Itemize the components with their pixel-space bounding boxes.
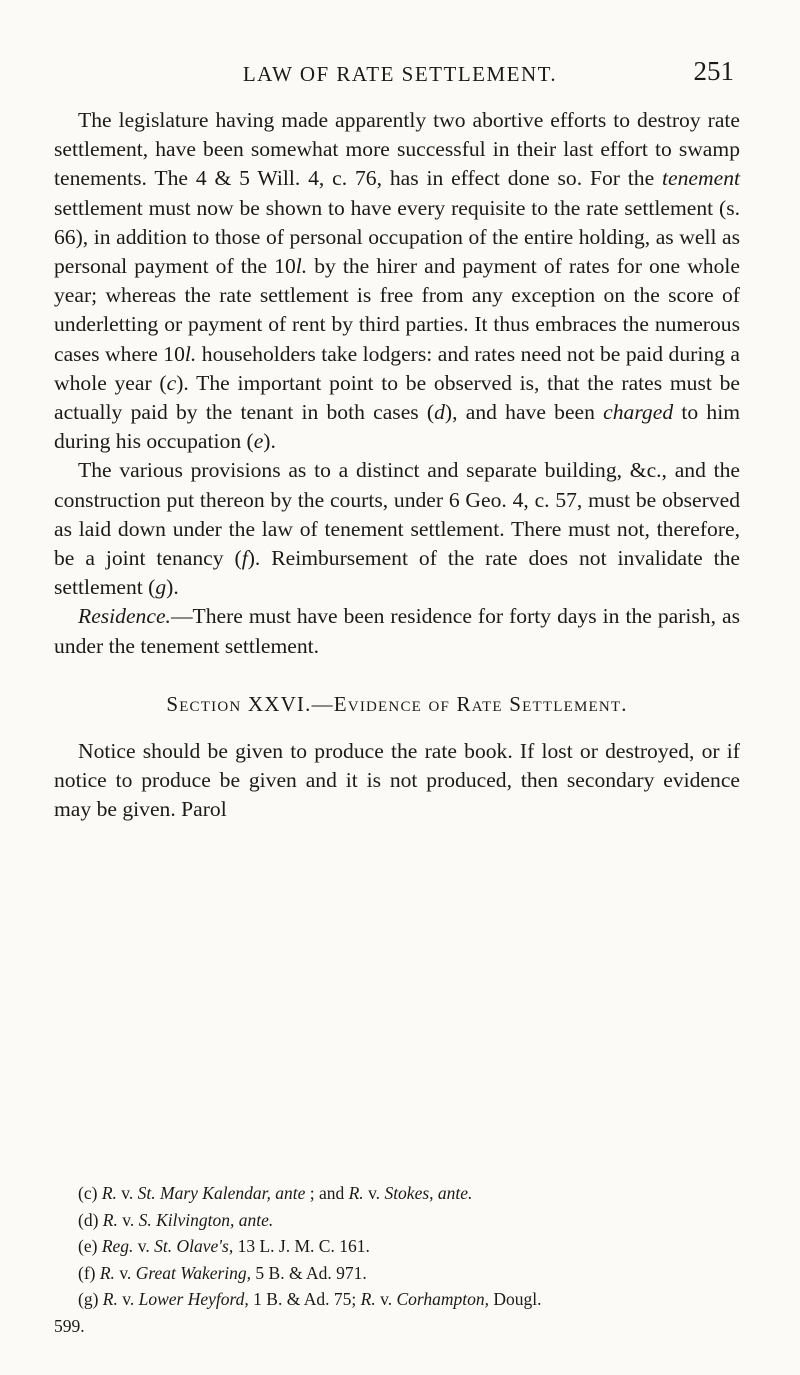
paragraph-evidence: Notice should be given to produce the rate book. If lost or destroyed, or if notice to produce be given and it is not produced, then secondary evidence may be given. Parol	[54, 739, 740, 822]
section-heading: Section XXVI.—Evidence of Rate Settlement.	[166, 691, 628, 716]
footnote-g-continued: 599.	[54, 1315, 85, 1336]
paragraph-residence: Residence.—There must have been residence for forty days in the parish, as under the tenement settlement.	[54, 604, 740, 658]
footnote-d: (d) R. v. S. Kilvington, ante.	[78, 1209, 274, 1230]
footnote-f: (f) R. v. Great Wakering, 5 B. & Ad. 971.	[78, 1262, 367, 1283]
running-title: LAW OF RATE SETTLEMENT.	[242, 62, 558, 86]
paragraph-rate-settlement: The legislature having made apparently two abortive efforts to destroy rate settlement, have been somewhat more successful in their last effort to swamp tenements. The 4 & 5 Will. 4, c. 76, has in effect done so. For the tenement settlement must now be shown to have every requisite to the rate settlement (s. 66), in addition to those of personal occupation of the entire holding, as well as personal payment of the 10l. by the hirer and payment of rates for one whole year; whereas the rate settlement is free from any exception on the score of underletting or payment of rent by third parties. It thus embraces the numerous cases where 10l. householders take lodgers: and rates need not be paid during a whole year (c). The important point to be observed is, that the rates must be actually paid by the tenant in both cases (d), and have been charged to him during his occupation (e).	[54, 108, 741, 454]
footnote-c: (c) R. v. St. Mary Kalendar, ante ; and R. v. Stokes, ante.	[78, 1183, 473, 1203]
paragraph-separate-building: The various provisions as to a distinct and separate building, &c., and the construction put thereon by the courts, under 6 Geo. 4, c. 57, must be observed as laid down under the law of tenement settlement. There must not, therefore, be a joint tenancy (f). Reimbursement of the rate does not invalidate the settlement (g).	[54, 458, 740, 600]
footnotes	[54, 1180, 740, 1339]
body-text	[54, 106, 740, 825]
footnote-g: (g) R. v. Lower Heyford, 1 B. & Ad. 75; R. v. Corhampton, Dougl.	[78, 1289, 542, 1309]
footnote-e: (e) Reg. v. St. Olave's, 13 L. J. M. C. 161.	[78, 1236, 370, 1256]
page-number: 251	[693, 56, 734, 86]
